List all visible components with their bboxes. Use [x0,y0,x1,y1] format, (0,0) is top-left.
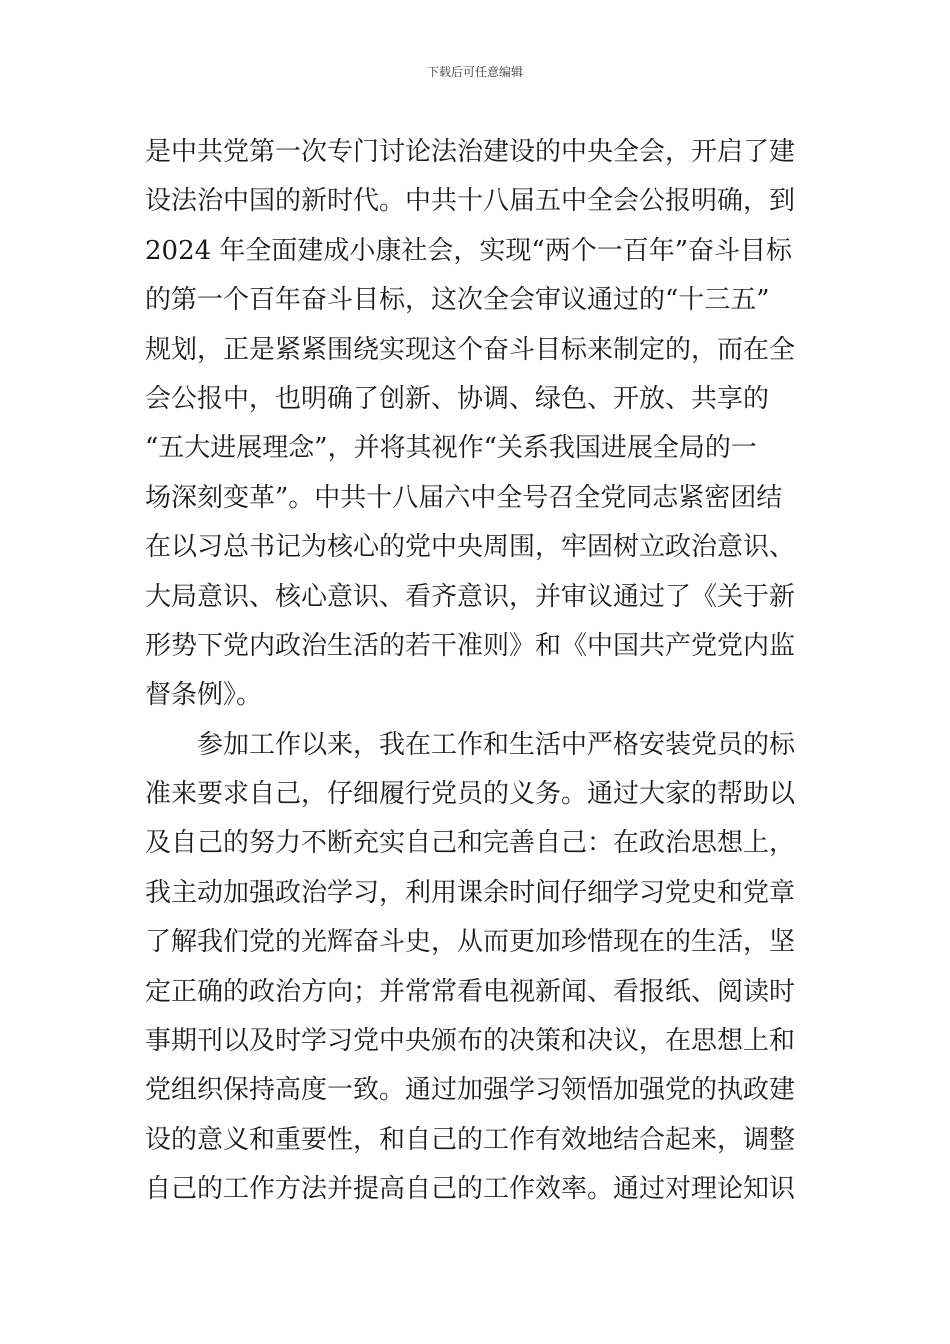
text-line: 及自己的努力不断充实自己和完善自己：在政治思想上， [145,828,796,859]
text-line: 设的意义和重要性，和自己的工作有效地结合起来，调整 [145,1124,796,1155]
text-line: 大局意识、核心意识、看齐意识，并审议通过了《关于新 [145,581,796,612]
text-line: 我主动加强政治学习，利用课余时间仔细学习党史和党章 [145,877,796,908]
text-line: “五大进展理念”，并将其视作“关系我国进展全局的一 [145,433,757,464]
text-line: 的第一个百年奋斗目标，这次全会审议通过的“十三五” [145,285,770,316]
text-line: 场深刻变革”。中共十八届六中全号召全党同志紧密团结 [145,482,783,513]
text-line: 党组织保持高度一致。通过加强学习领悟加强党的执政建 [145,1075,796,1106]
text-line: 事期刊以及时学习党中央颁布的决策和决议，在思想上和 [145,1026,796,1057]
text-line: 规划，正是紧紧围绕实现这个奋斗目标来制定的，而在全 [145,334,796,365]
paragraph-1 [145,128,809,721]
text-line: 2024 年全面建成小康社会，实现“两个一百年”奋斗目标 [145,235,793,266]
text-line: 参加工作以来，我在工作和生活中严格安装党员的标 [145,729,796,760]
text-line: 督条例》。 [145,680,263,711]
body-text [145,128,809,1215]
text-line: 在以习总书记为核心的党中央周围，牢固树立政治意识、 [145,532,796,563]
text-line: 会公报中，也明确了创新、协调、绿色、开放、共享的 [145,383,770,414]
page-header: 下载后可任意编辑 [426,65,523,79]
text-line: 是中共党第一次专门讨论法治建设的中央全会，开启了建 [145,137,796,167]
paragraph-2 [145,721,809,1215]
text-line: 了解我们党的光辉奋斗史，从而更加珍惜现在的生活，坚 [145,927,796,958]
text-line: 准来要求自己，仔细履行党员的义务。通过大家的帮助以 [145,779,796,810]
text-line: 设法治中国的新时代。中共十八届五中全会公报明确，到 [145,186,796,217]
text-line: 自己的工作方法并提高自己的工作效率。通过对理论知识 [145,1174,796,1205]
text-line: 形势下党内政治生活的若干准则》和《中国共产党党内监 [145,630,796,661]
text-line: 定正确的政治方向；并常常看电视新闻、看报纸、阅读时 [145,976,796,1007]
